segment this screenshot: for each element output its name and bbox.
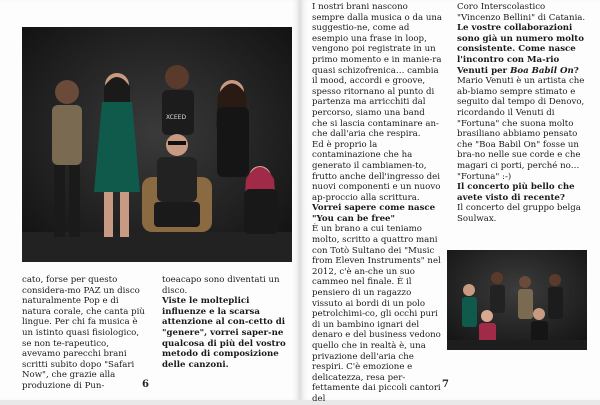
right-col2-question-1-title: Boa Babil On <box>510 65 574 76</box>
right-column-1 <box>312 2 443 404</box>
band-photo-small-image <box>447 250 587 350</box>
band-photo-large <box>22 27 292 262</box>
left-column-2 <box>162 275 292 385</box>
right-col1-paragraph-2: Ed è proprio la contaminazione che ha generato il cambiamen-to, frutto anche dell'ingresso dei nuovi componenti e un nuovo ap-proccio alla scrittura. <box>312 139 441 203</box>
right-col2-question-1-end: ? <box>573 65 579 76</box>
right-col2-question-1: Le vostre collaborazioni sono già un numero molto consistente. Come nasce l'incontro con Ma-rio Venuti per <box>457 23 584 76</box>
left-column-1 <box>22 275 148 391</box>
left-page <box>0 0 300 400</box>
band-photo-small <box>447 250 587 350</box>
svg-text:XCEED: XCEED <box>166 114 187 121</box>
right-column-2 <box>457 2 591 237</box>
right-col2-paragraph-2: Mario Venuti è un artista che ab-biamo sempre stimato e seguito dal tempo di Denovo, ricordando il Venuti di "Fortuna" che suona molto brasiliano abbiamo pensato che "Boa Babil On" fosse un bra-no nelle sue corde e che magari ci porti, perché no… "Fortuna" :-) <box>457 76 585 182</box>
right-col1-paragraph-1: I nostri brani nascono sempre dalla musica o da una suggestio-ne, come ad esempio una frase in loop, vengono poi registrate in un primo momento e in manie-ra quasi schizofrenica… cambia il mood, accordi e groove, spesso ritornano al punto di partenza ma arricchiti dal percorso, siamo una band che si lascia contaminare an-che dall'aria che respira. <box>312 2 443 140</box>
band-photo-large-image <box>22 27 292 262</box>
left-col2-paragraph: toeacapo sono diventati un disco. <box>162 275 280 296</box>
page-number-left: 6 <box>142 379 149 390</box>
right-col2-paragraph-1: Coro Interscolastico "Vincenzo Bellini" di Catania. <box>457 2 586 23</box>
page-number-right: 7 <box>442 379 449 390</box>
right-page <box>300 0 600 404</box>
left-col2-question: Viste le molteplici influenze e la scarsa attenzione al con-cetto di "genere", vorrei saper-ne qualcosa di più del vostro metodo di composizione delle canzoni. <box>162 296 286 370</box>
left-col1-paragraph: cato, forse per questo considera-mo PAZ un disco naturalmente Pop e di natura corale, che canta più lingue. Per chi fa musica è un istinto quasi fisiologico, se non te-rapeutico, avevamo parecchi brani scritti subito dopo "Safari Now", che grazie alla produzione di Pun- <box>22 275 145 391</box>
right-col1-question: Vorrei sapere come nasce "You can be free" <box>312 203 436 224</box>
right-col1-paragraph-3: È un brano a cui teniamo molto, scritto a quattro mani con Totò Sultano dei "Music from Eleven Instruments" nel 2012, c'è an-che un suo cammeo nel finale. È il pensiero di un ragazzo vissuto ai bordi di un polo petrolchimi-co, gli occhi puri di un bambino ignari del denaro e del business vedono quello che in realtà è, una privazione dell'aria che respiri. C'è emozione e delicatezza, resa per-fettamente dai piccoli cantori del <box>312 224 441 404</box>
right-col2-paragraph-3: Il concerto del gruppo belga Soulwax. <box>457 203 581 224</box>
right-col2-question-2: Il concerto più bello che avete visto di recente? <box>457 182 575 203</box>
